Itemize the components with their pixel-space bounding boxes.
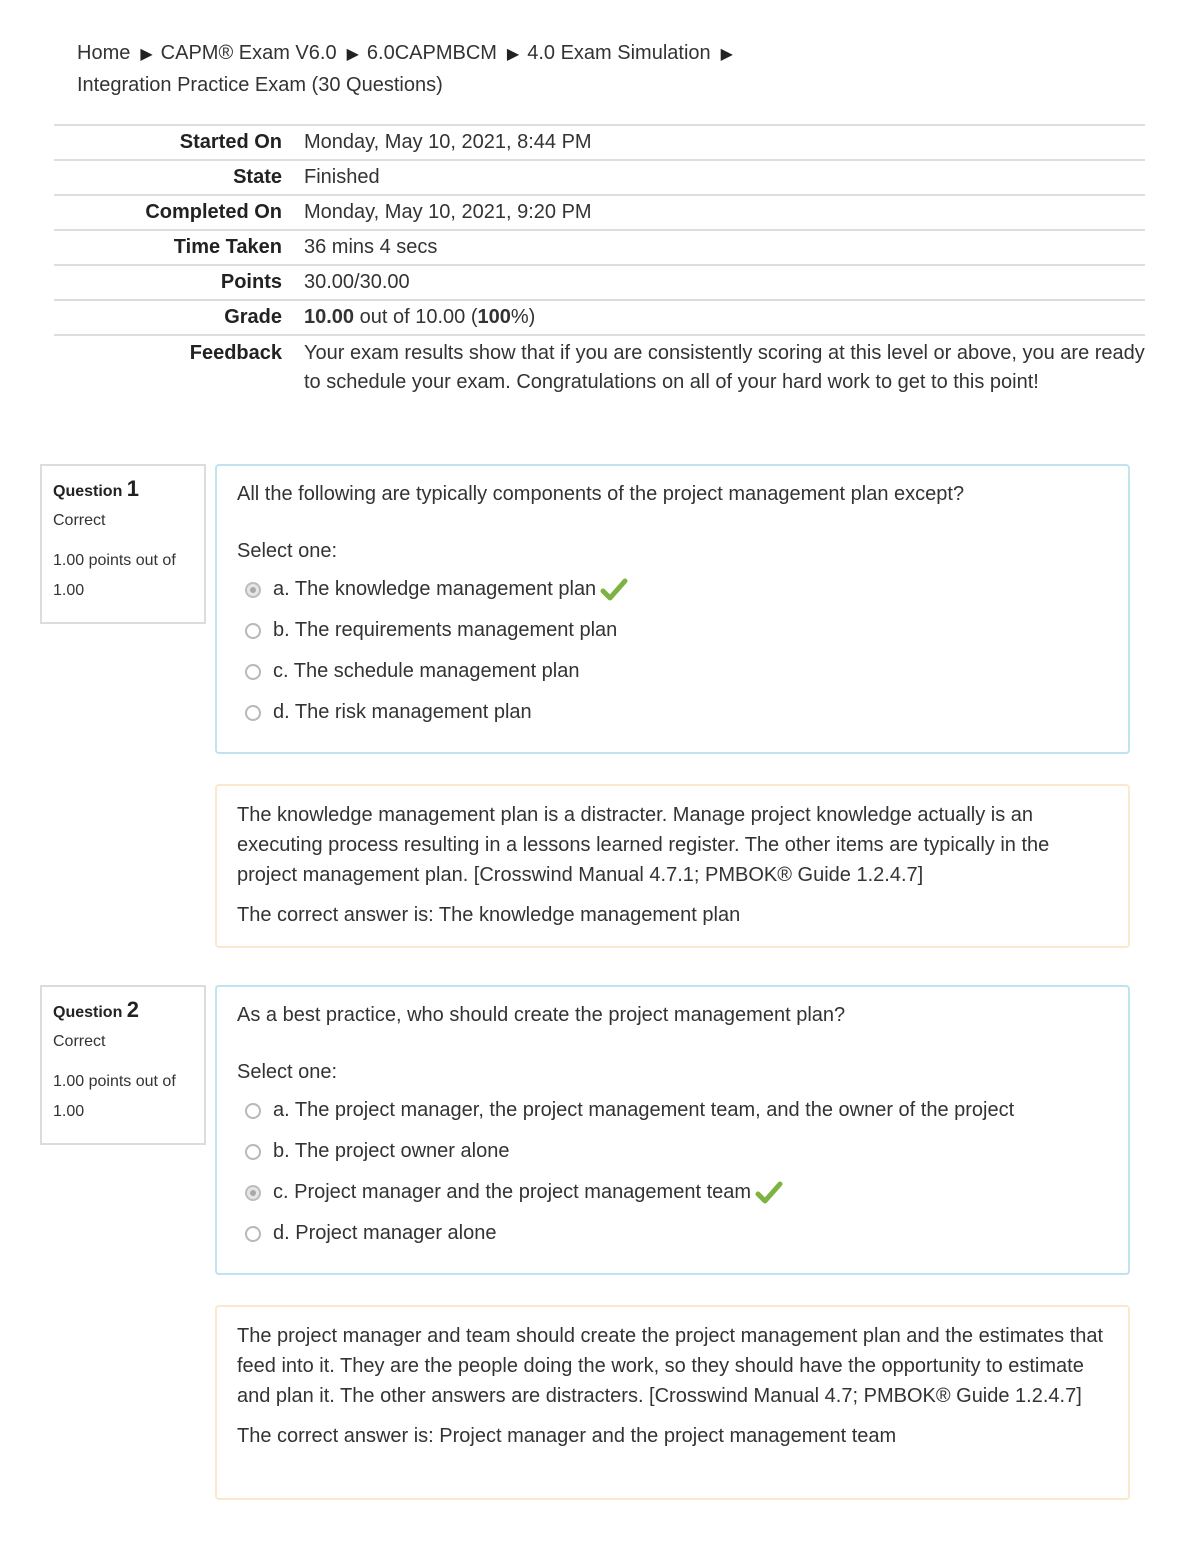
time-taken-label: Time Taken xyxy=(54,230,302,265)
answer-option-d[interactable] xyxy=(237,692,1108,733)
breadcrumb-separator-icon: ▶ xyxy=(140,46,153,63)
question-2-formulation xyxy=(215,985,1130,1275)
time-taken-value: 36 mins 4 secs xyxy=(302,230,1145,265)
completed-on-value: Monday, May 10, 2021, 9:20 PM xyxy=(302,195,1145,230)
question-text: All the following are typically components of the project management plan except? xyxy=(237,483,965,505)
question-1-formulation xyxy=(215,464,1130,754)
breadcrumb-current-exam[interactable]: Integration Practice Exam (30 Questions) xyxy=(77,74,443,96)
attempt-summary-table xyxy=(54,124,1145,397)
answer-label: c. Project manager and the project management team xyxy=(273,1181,752,1203)
summary-row-completed xyxy=(54,195,1145,230)
breadcrumb-home[interactable]: Home xyxy=(77,42,131,64)
select-one-prompt: Select one: xyxy=(237,1061,338,1083)
question-number-value: 2 xyxy=(126,997,140,1022)
answer-label: c. The schedule management plan xyxy=(273,660,580,682)
answer-label: b. The requirements management plan xyxy=(273,619,618,641)
summary-row-state xyxy=(54,160,1145,195)
breadcrumb xyxy=(77,38,837,100)
question-number-value: 1 xyxy=(126,476,140,501)
radio-icon[interactable] xyxy=(245,705,261,721)
radio-icon[interactable] xyxy=(245,1103,261,1119)
feedback-value: Your exam results show that if you are consistently scoring at this level or above, you are ready to schedule your exam. Congratulations on all of your hard work to get to this point! xyxy=(302,335,1145,397)
started-on-label: Started On xyxy=(54,125,302,160)
question-number xyxy=(53,997,204,1023)
question-grade: 1.00 points out of 1.00 xyxy=(53,552,176,599)
state-label: State xyxy=(54,160,302,195)
answer-label: b. The project owner alone xyxy=(273,1140,510,1162)
question-2-feedback xyxy=(215,1305,1130,1500)
question-state: Correct xyxy=(53,512,106,529)
breadcrumb-exam-simulation[interactable]: 4.0 Exam Simulation xyxy=(527,42,711,64)
select-one-prompt: Select one: xyxy=(237,540,338,562)
breadcrumb-capm-exam[interactable]: CAPM® Exam V6.0 xyxy=(160,42,337,64)
answer-label: d. The risk management plan xyxy=(273,701,532,723)
answer-label: d. Project manager alone xyxy=(273,1222,497,1244)
grade-value xyxy=(302,300,1145,335)
breadcrumb-separator-icon: ▶ xyxy=(720,46,733,63)
grade-out-of: out of 10.00 ( xyxy=(354,306,478,328)
points-label: Points xyxy=(54,265,302,300)
question-1-feedback xyxy=(215,784,1130,948)
radio-selected-icon[interactable] xyxy=(245,1185,261,1201)
grade-percent: 100 xyxy=(477,306,511,328)
correct-check-icon xyxy=(600,576,628,604)
right-answer: The correct answer is: Project manager and the project management team xyxy=(237,1425,897,1447)
radio-icon[interactable] xyxy=(245,664,261,680)
breadcrumb-course[interactable]: 6.0CAPMBCM xyxy=(366,42,497,64)
general-feedback: The project manager and team should create the project management plan and the estimates that feed into it. They are the people doing the work, so they should have the opportunity to estimate and plan it. The other answers are distracters. [Crosswind Manual 4.7; PMBOK® Guide 1.2.4.7] xyxy=(237,1325,1104,1407)
summary-row-feedback xyxy=(54,335,1145,397)
answer-option-c[interactable] xyxy=(237,651,1108,692)
summary-row-grade xyxy=(54,300,1145,335)
grade-percent-tail: %) xyxy=(510,306,536,328)
question-grade: 1.00 points out of 1.00 xyxy=(53,1073,176,1120)
summary-row-time xyxy=(54,230,1145,265)
answer-options xyxy=(237,569,1108,733)
answer-label: a. The knowledge management plan xyxy=(273,578,597,600)
feedback-label: Feedback xyxy=(54,335,302,397)
breadcrumb-separator-icon: ▶ xyxy=(346,46,359,63)
correct-check-icon xyxy=(755,1179,783,1207)
question-label: Question xyxy=(53,483,123,500)
answer-option-a[interactable] xyxy=(237,569,1108,610)
radio-selected-icon[interactable] xyxy=(245,582,261,598)
question-number xyxy=(53,476,204,502)
radio-icon[interactable] xyxy=(245,1144,261,1160)
points-value: 30.00/30.00 xyxy=(302,265,1145,300)
question-text: As a best practice, who should create the project management plan? xyxy=(237,1004,846,1026)
started-on-value: Monday, May 10, 2021, 8:44 PM xyxy=(302,125,1145,160)
answer-label: a. The project manager, the project management team, and the owner of the project xyxy=(273,1099,1015,1121)
grade-score: 10.00 xyxy=(304,306,355,328)
right-answer: The correct answer is: The knowledge management plan xyxy=(237,904,741,926)
answer-option-a[interactable] xyxy=(237,1090,1108,1131)
question-2-info xyxy=(40,985,206,1145)
answer-option-c[interactable] xyxy=(237,1172,1108,1213)
grade-label: Grade xyxy=(54,300,302,335)
completed-on-label: Completed On xyxy=(54,195,302,230)
question-label: Question xyxy=(53,1004,123,1021)
question-state: Correct xyxy=(53,1033,106,1050)
question-1-info xyxy=(40,464,206,624)
summary-row-started xyxy=(54,125,1145,160)
state-value: Finished xyxy=(302,160,1145,195)
answer-options xyxy=(237,1090,1108,1254)
general-feedback: The knowledge management plan is a distracter. Manage project knowledge actually is an executing process resulting in a lessons learned register. The other items are typically in the project management plan. [Crosswind Manual 4.7.1; PMBOK® Guide 1.2.4.7] xyxy=(237,804,1050,886)
radio-icon[interactable] xyxy=(245,1226,261,1242)
answer-option-d[interactable] xyxy=(237,1213,1108,1254)
radio-icon[interactable] xyxy=(245,623,261,639)
answer-option-b[interactable] xyxy=(237,1131,1108,1172)
summary-row-points xyxy=(54,265,1145,300)
answer-option-b[interactable] xyxy=(237,610,1108,651)
breadcrumb-separator-icon: ▶ xyxy=(506,46,520,63)
